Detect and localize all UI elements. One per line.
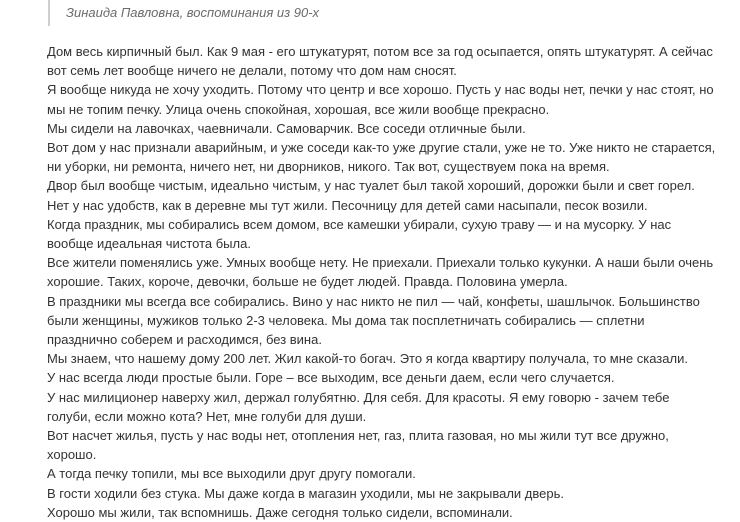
paragraph: Двор был вообще чистым, идеально чистым, у нас туалет был такой хороший, дорожки были и свет горел. Нет у нас удобств, как в деревне мы тут жили. Песочницу для детей сами насыпали, песок возили. bbox=[47, 178, 695, 213]
paragraph: Когда праздник, мы собирались всем домом, все камешки убирали, сухую траву — и на мусорку. У нас вообще идеальная чистота была. bbox=[47, 216, 672, 252]
paragraph: А тогда печку топили, мы все выходили друг другу помогали. bbox=[47, 466, 416, 482]
paragraph: В праздники мы всегда все собирались. Вино у нас никто не пил — чай, конфеты, шашлычок. Большинство были женщины, мужиков только 2-3 человека. Мы дома так посплетничать собирались — сплетни празднично соберем и расходимся, без вина. bbox=[47, 293, 700, 348]
paragraph: Все жители поменялись уже. Умных вообще нету. Не приехали. Приехали только кукунки. А наши были очень хорошие. Таких, короче, девочки, больше не будет людей. Правда. Половина умерла. bbox=[47, 255, 714, 290]
quote-bar bbox=[48, 0, 50, 26]
paragraph: У нас милиционер наверху жил, держал голубятню. Для себя. Для красоты. Я ему говорю - зачем тебе голуби, если можно кота? Нет, мне голуби для души. bbox=[47, 389, 670, 424]
paragraph: Хорошо мы жили, так вспомнишь. Даже сегодня только сидели, вспоминали. bbox=[47, 504, 513, 520]
paragraph: Вот дом у нас признали аварийным, и уже соседи как-то уже другие стали, уже не то. Уже никто не старается, ни уборки, ни ремонта, ничего нет, ни дворников, никого. Так вот, существуем пока на время. bbox=[47, 140, 716, 175]
paragraph: Я вообще никуда не хочу уходить. Потому что центр и все хорошо. Пусть у нас воды нет, печки у нас стоят, но мы не топим печку. Улица очень спокойная, хорошая, все жили вообще прекрасно. bbox=[47, 82, 714, 117]
paragraph: Вот насчет жилья, пусть у нас воды нет, отопления нет, газ, плита газовая, но мы жили тут все дружно, хорошо. bbox=[47, 428, 669, 463]
attribution-caption: Зинаида Павловна, воспоминания из 90-х bbox=[66, 5, 320, 20]
paragraph: Мы сидели на лавочках, чаевничали. Самоварчик. Все соседи отличные были. bbox=[47, 120, 526, 136]
memoir-text bbox=[47, 42, 717, 522]
paragraph: В гости ходили без стука. Мы даже когда в магазин уходили, мы не закрывали дверь. bbox=[47, 485, 564, 501]
paragraph: У нас всегда люди простые были. Горе – все выходим, все деньги даем, если чего случается. bbox=[47, 370, 615, 386]
paragraph: Дом весь кирпичный был. Как 9 мая - его штукатурят, потом все за год осыпается, опять штукатурят. А сейчас вот семь лет вообще ничего не делали, потому что дом нам сносят. bbox=[47, 44, 713, 79]
paragraph: Мы знаем, что нашему дому 200 лет. Жил какой-то богач. Это я когда квартиру получала, то мне сказали. bbox=[47, 351, 688, 367]
